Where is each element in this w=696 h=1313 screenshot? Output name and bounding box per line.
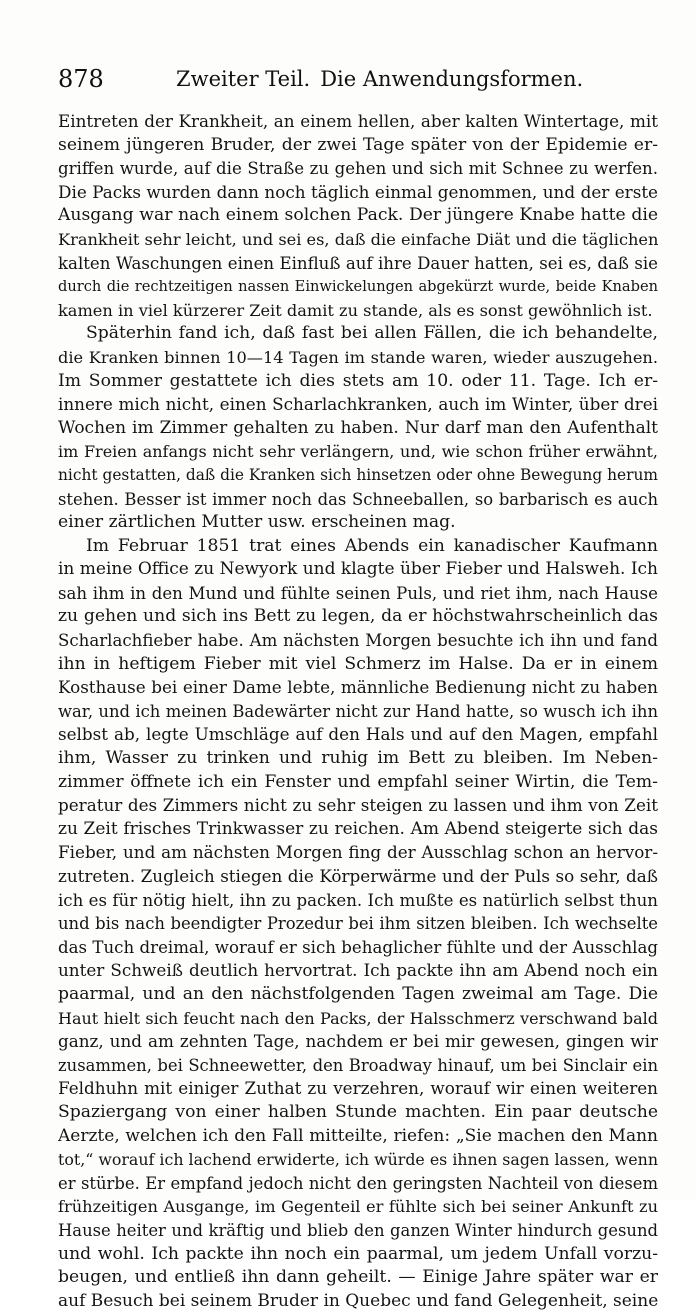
body-text <box>58 110 658 1313</box>
text-line: auf Besuch bei seinem Bruder in Quebec und fand Gelegenheit, seine <box>58 1290 658 1311</box>
text-line: Im Sommer gestattete ich dies stets am 10. oder 11. Tage. Ich er- <box>58 370 658 391</box>
text-line: er stürbe. Er empfand jedoch nicht den geringsten Nachteil von diesem <box>58 1173 658 1193</box>
text-line: einer zärtlichen Mutter usw. erscheinen mag. <box>58 512 456 533</box>
text-line: frühzeitigen Ausgange, im Gegenteil er fühlte sich bei seiner Ankunft zu <box>58 1197 658 1217</box>
text-line: zusammen, bei Schneewetter, den Broadway hinauf, um bei Sinclair ein <box>58 1055 658 1075</box>
text-line: durch die rechtzeitigen nassen Einwickelungen abgekürzt wurde, beide Knaben <box>58 278 658 296</box>
text-line: sah ihm in den Mund und fühlte seinen Puls, und riet ihm, nach Hause <box>58 583 658 603</box>
text-line: zutreten. Zugleich stiegen die Körperwärme und der Puls so sehr, daß <box>58 866 658 886</box>
text-line: kamen in viel kürzerer Zeit damit zu stande, als es sonst gewöhnlich ist. <box>58 300 653 320</box>
text-line: innere mich nicht, einen Scharlachkranken, auch im Winter, über drei <box>58 394 658 415</box>
running-header <box>58 62 658 96</box>
text-line: Spaziergang von einer halben Stunde machten. Ein paar deutsche <box>58 1101 658 1122</box>
text-line: Wochen im Zimmer gehalten zu haben. Nur darf man den Aufenthalt <box>58 417 658 438</box>
text-line: nicht gestatten, daß die Kranken sich hinsetzen oder ohne Bewegung herum <box>58 465 658 484</box>
text-line: Aerzte, welchen ich den Fall mitteilte, riefen: „Sie machen den Mann <box>58 1125 658 1146</box>
text-line: und wohl. Ich packte ihn noch ein paarmal, um jedem Unfall vorzu- <box>58 1243 658 1264</box>
text-line: in meine Office zu Newyork und klagte über Fieber und Halsweh. Ich <box>58 559 658 580</box>
text-line: Haut hielt sich feucht nach den Packs, der Halsschmerz verschwand bald <box>58 1008 658 1028</box>
part-title: Zweiter Teil. <box>176 67 311 91</box>
text-line: die Kranken binnen 10—14 Tagen im stande waren, wieder auszugehen. <box>58 347 658 367</box>
text-line: Im Februar 1851 trat eines Abends ein kanadischer Kaufmann <box>86 535 658 556</box>
text-line: Ausgang war nach einem solchen Pack. Der jüngere Knabe hatte die <box>58 205 658 226</box>
text-line: zu Zeit frisches Trinkwasser zu reichen. Am Abend steigerte sich das <box>58 818 658 839</box>
text-line: das Tuch dreimal, worauf er sich behaglicher fühlte und der Ausschlag <box>58 937 658 957</box>
page-number: 878 <box>58 65 104 93</box>
text-line: griffen wurde, auf die Straße zu gehen und sich mit Schnee zu werfen. <box>58 159 658 179</box>
text-line: zimmer öffnete ich ein Fenster und empfahl seiner Wirtin, die Tem- <box>58 771 658 792</box>
text-line: Kosthause bei einer Dame lebte, männliche Bedienung nicht zu haben <box>58 677 658 698</box>
text-line: war, und ich meinen Badewärter nicht zur Hand hatte, so wusch ich ihn <box>58 701 658 721</box>
chapter-title: Die Anwendungsformen. <box>320 67 584 91</box>
text-line: Späterhin fand ich, daß fast bei allen Fällen, die ich behandelte, <box>86 323 658 344</box>
text-line: und bis nach beendigter Prozedur bei ihm sitzen bleiben. Ich wechselte <box>58 914 658 934</box>
text-line: beugen, und entließ ihn dann geheilt. — Einige Jahre später war er <box>58 1267 658 1288</box>
text-line: Fieber, und am nächsten Morgen fing der Ausschlag schon an hervor- <box>58 842 658 863</box>
running-title <box>176 62 583 96</box>
text-line: stehen. Besser ist immer noch das Schneeballen, so barbarisch es auch <box>58 489 658 509</box>
text-line: ihn in heftigem Fieber mit viel Schmerz im Halse. Da er in einem <box>58 653 658 674</box>
text-line: ganz, und am zehnten Tage, nachdem er bei mir gewesen, gingen wir <box>58 1031 658 1052</box>
text-line: ich es für nötig hielt, ihn zu packen. Ich mußte es natürlich selbst thun <box>58 890 658 910</box>
text-line: paarmal, und an den nächstfolgenden Tagen zweimal am Tage. Die <box>58 983 658 1004</box>
text-line: selbst ab, legte Umschläge auf den Hals und auf den Magen, empfahl <box>58 724 658 745</box>
text-line: im Freien anfangs nicht sehr verlängern, und, wie schon früher erwähnt, <box>58 442 658 462</box>
text-line: zu gehen und sich ins Bett zu legen, da er höchstwahrscheinlich das <box>58 606 658 627</box>
text-line: unter Schweiß deutlich hervortrat. Ich packte ihn am Abend noch ein <box>58 960 658 981</box>
text-line: Die Packs wurden dann noch täglich einmal genommen, und der erste <box>58 181 658 202</box>
text-line: peratur des Zimmers nicht zu sehr steigen zu lassen und ihm von Zeit <box>58 795 658 816</box>
text-line: kalten Waschungen einen Einfluß auf ihre Dauer hatten, sei es, daß sie <box>58 253 658 273</box>
text-line: Feldhuhn mit einiger Zuthat zu verzehren, worauf wir einen weiteren <box>58 1078 658 1099</box>
text-line: Scharlachfieber habe. Am nächsten Morgen besuchte ich ihn und fand <box>58 631 658 651</box>
text-line: Hause heiter und kräftig und blieb den ganzen Winter hindurch gesund <box>58 1220 658 1240</box>
text-line: seinem jüngeren Bruder, der zwei Tage später von der Epidemie er- <box>58 134 658 155</box>
text-line: Eintreten der Krankheit, an einem hellen, aber kalten Wintertage, mit <box>58 111 658 131</box>
text-line: ihm, Wasser zu trinken und ruhig im Bett zu bleiben. Im Neben- <box>58 748 658 769</box>
text-line: Krankheit sehr leicht, und sei es, daß die einfache Diät und die täglichen <box>58 229 658 249</box>
text-line: tot,“ worauf ich lachend erwiderte, ich würde es ihnen sagen lassen, wenn <box>58 1150 658 1170</box>
